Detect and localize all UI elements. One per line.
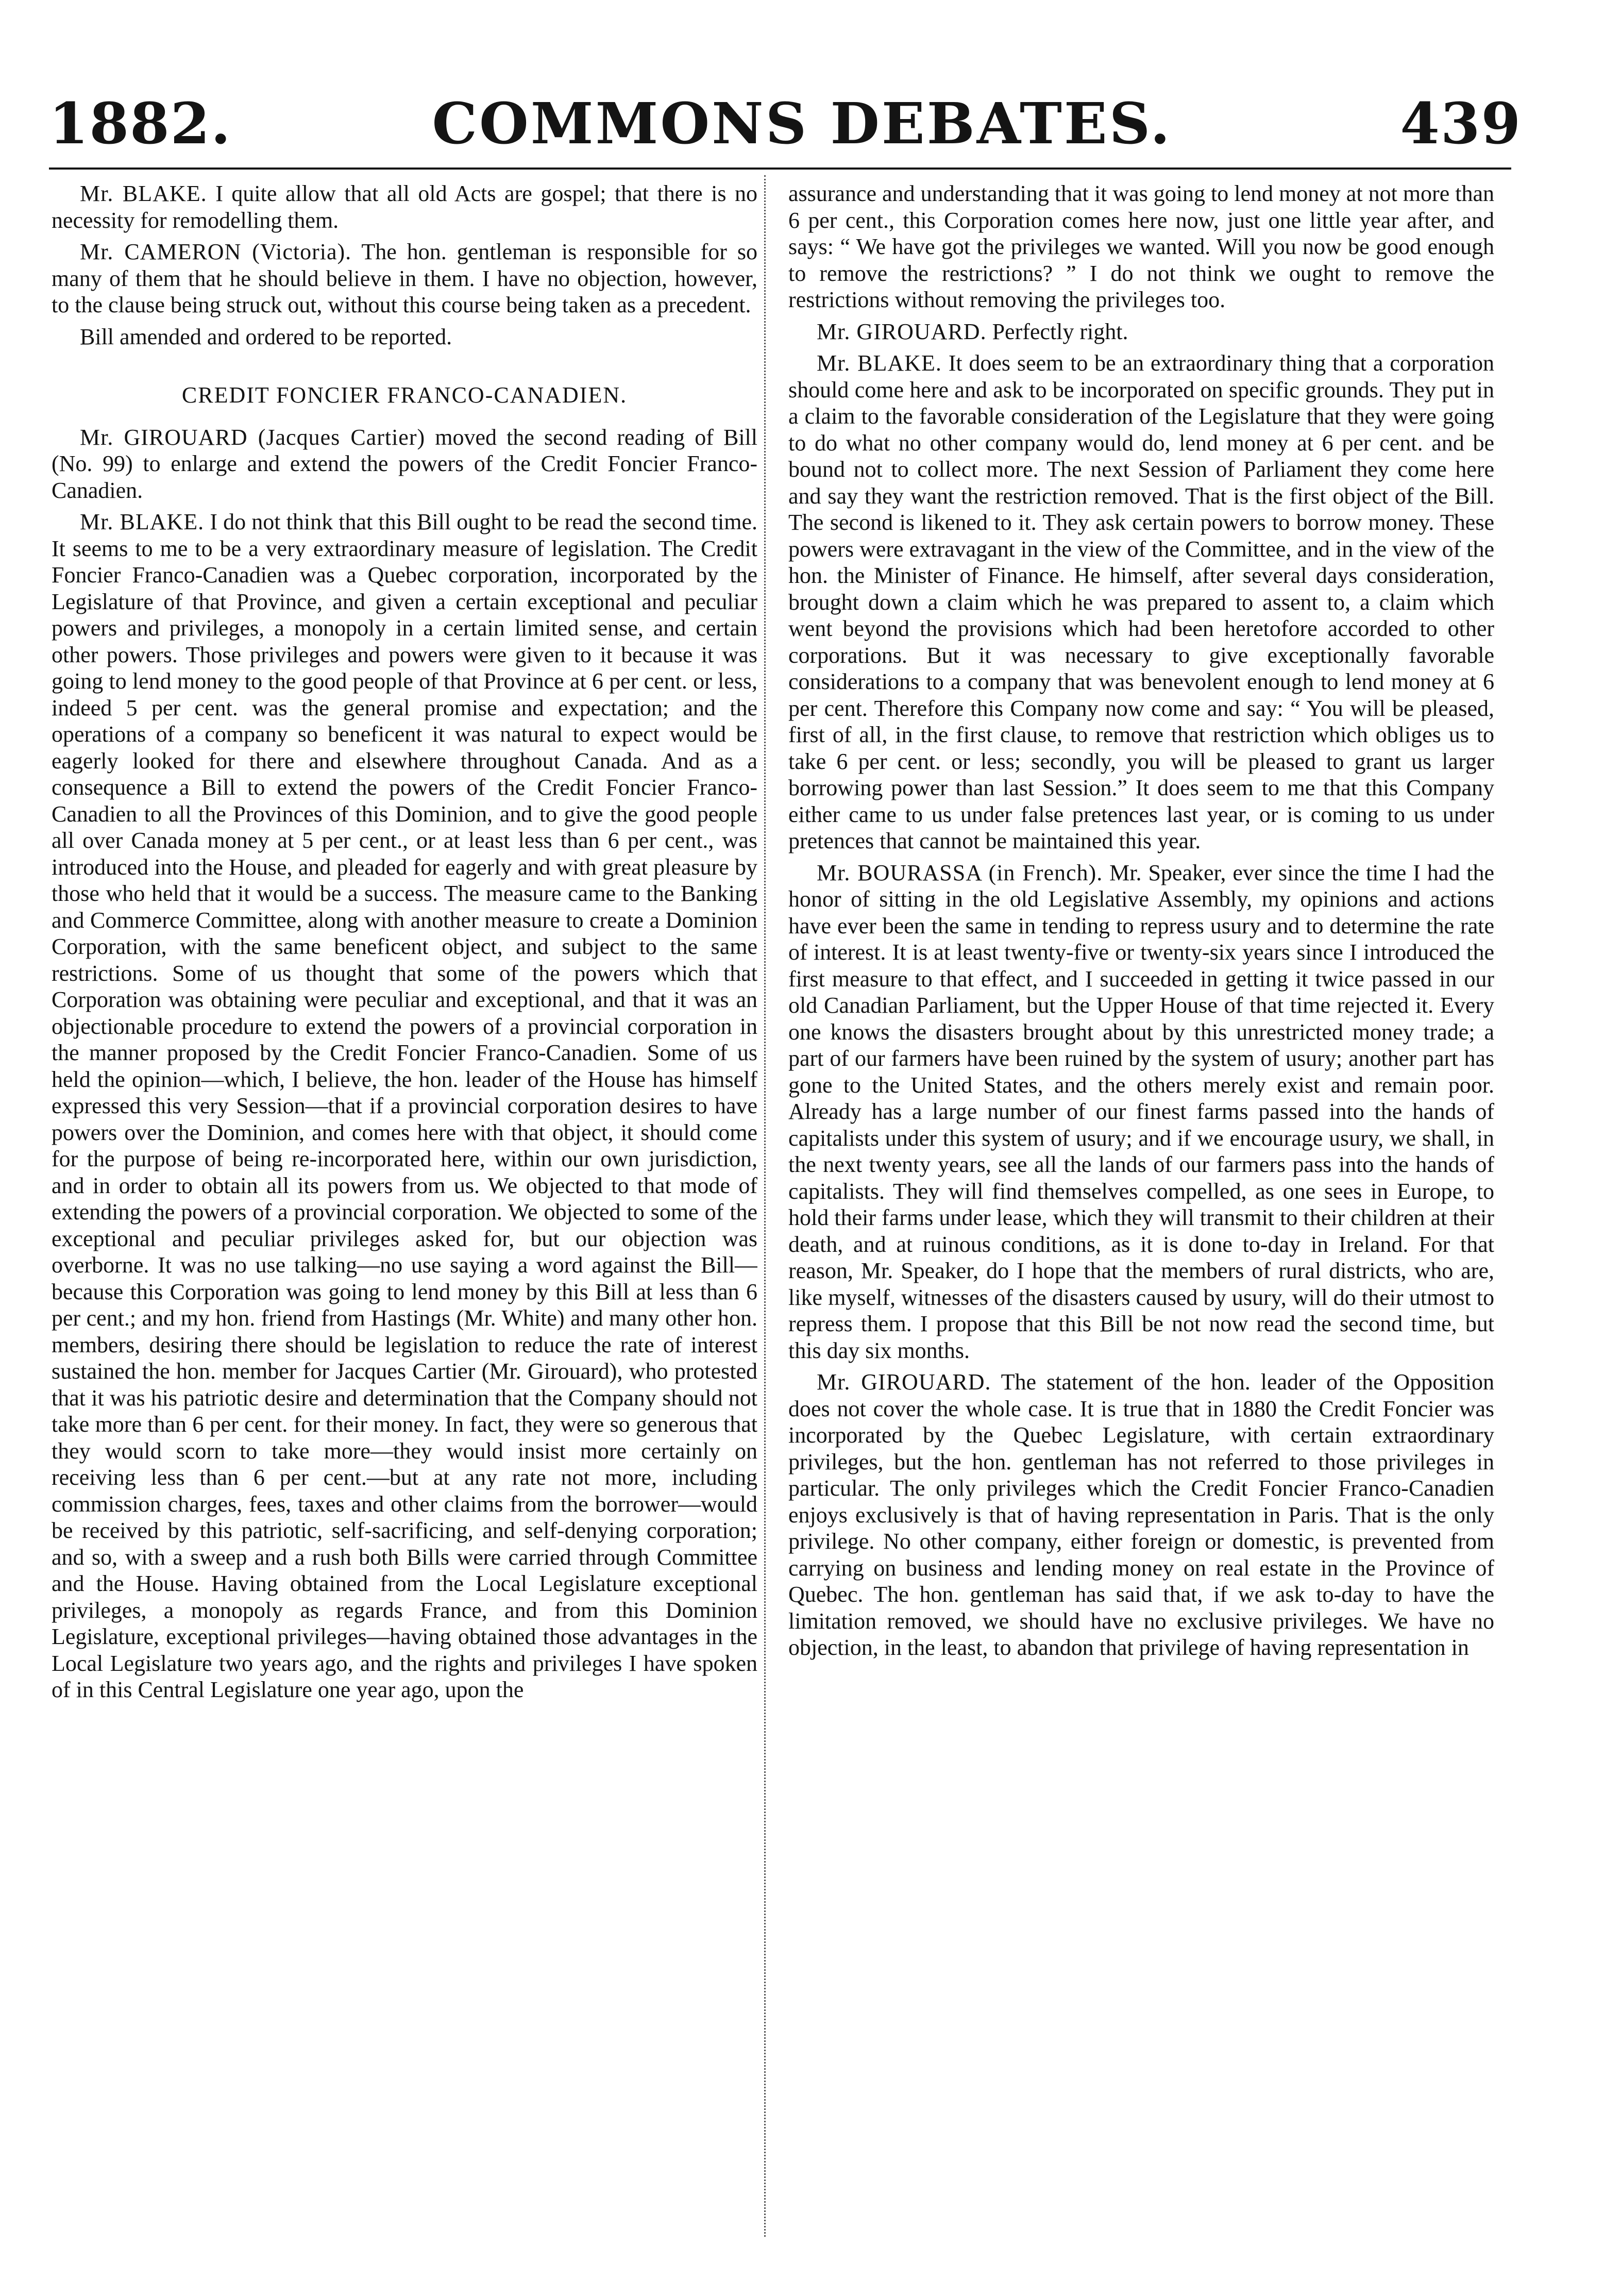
paragraph <box>52 180 757 233</box>
speaker-name: Mr. BLAKE. <box>80 509 205 534</box>
paragraph <box>788 180 1494 313</box>
paragraph-text: Perfectly right. <box>992 319 1128 344</box>
right-column <box>788 180 1494 2226</box>
paragraph-text: I quite allow that all old Acts are gospel; that there is no necessity for remodelling them. <box>52 181 757 233</box>
paragraph-text: The hon. gentleman is responsible for so many of them that he should believe in them. I have no objection, however, to the clause being struck out, without this course being taken as a precedent. <box>52 239 757 317</box>
speaker-name: Mr. CAMERON (Victoria). <box>80 239 352 264</box>
header-title: COMMONS DEBATES. <box>432 90 1172 157</box>
header-rule <box>49 167 1511 170</box>
paragraph-text: I do not think that this Bill ought to be read the second time. It seems to me to be a very extraordinary measure of legislation. The Credit Foncier Franco-Canadien was a Quebec corporation, incorporated by the Legislature of that Province, and given a certain exceptional and peculiar powers and privileges, a monopoly in a certain limited sense, and certain other powers. Those privileges and powers were given to it because it was going to lend money to the good people of that Province at 6 per cent. or less, indeed 5 per cent. was the general promise and expectation; and the operations of a company so beneficent it was natural to expect would be eagerly looked for there and elsewhere throughout Canada. And as a consequence a Bill to extend the powers of the Credit Foncier Franco-Canadien to all the Provinces of this Dominion, and to give the good people all over Canada money at 5 per cent., or at least less than 6 per cent., was introduced into the House, and pleaded for eagerly and with great pleasure by those who held that it would be a success. The measure came to the Banking and Commerce Committee, along with another measure to create a Dominion Corporation, with the same beneficent object, and subject to the same restrictions. Some of us thought that some of the powers which that Corporation was obtaining were peculiar and exceptional, and that it was an objectionable procedure to extend the powers of a provincial corporation in the manner proposed by the Credit Foncier Franco-Canadien. Some of us held the opinion—which, I believe, the hon. leader of the House has himself expressed this very Session—that if a provincial corporation desires to have powers over the Dominion, and comes here with that object, it should come for the purpose of being re-incorporated here, within our own jurisdiction, and in order to obtain all its powers from us. We objected to that mode of extending the powers of a provincial corporation. We objected to some of the exceptional and peculiar privileges asked for, but our objection was overborne. It was no use talking—no use saying a word against the Bill—because this Corporation was going to lend money by this Bill at less than 6 per cent.; and my hon. friend from Hastings (Mr. White) and many other hon. members, desiring there should be legislation to reduce the rate of interest sustained the hon. member for Jacques Cartier (Mr. Girouard), who protested that it was his patriotic desire and determination that the Company should not take more than 6 per cent. for their money. In fact, they were so generous that they would scorn to take more—they would insist more certainly on receiving less than 6 per cent.—but at any rate not more, including commission charges, fees, taxes and other claims from the borrower—would be received by this patriotic, self-sacrificing, and self-denying corporation; and so, with a sweep and a rush both Bills were carried through Committee and the House. Having obtained from the Local Legislature exceptional privileges, a monopoly as regards France, and from this Dominion Legislature, exceptional privileges—having obtained those advantages in the Local Legislature two years ago, and the rights and privileges I have spoken of in this Central Legislature one year ago, upon the <box>52 509 757 1702</box>
paragraph-text: assurance and understanding that it was going to lend money at not more than 6 per cent., this Corporation comes here now, just one little year after, and says: “ We have got the privileges we wanted. Will you now be good enough to remove the restrictions? ” I do not think we ought to remove the restrictions without removing the privileges too. <box>788 181 1494 312</box>
left-column <box>52 180 757 2226</box>
column-divider <box>764 175 767 2237</box>
speaker-name: Mr. BOURASSA (in French). <box>817 860 1103 885</box>
paragraph <box>788 1369 1494 1661</box>
paragraph-text: Mr. Speaker, ever since the time I had the honor of sitting in the old Legislative Assembly, my opinions and actions have ever been the same in tending to repress usury and to determine the rate of interest. It is at least twenty-five or twenty-six years since I introduced the first measure to that effect, and I succeeded in getting it twice passed in our old Canadian Parliament, but the Upper House of that time rejected it. Every one knows the disasters brought about by this unrestricted money trade; a part of our farmers have been ruined by the system of usury; another part has gone to the United States, and the others merely exist and remain poor. Already has a large number of our finest farms passed into the hands of capitalists under this system of usury; and if we encourage usury, we shall, in the next twenty years, see all the lands of our farmers pass into the hands of capitalists. They will find themselves compelled, as one sees in Europe, to hold their farms under lease, which they will transmit to their children at their death, and at ruinous conditions, as it is done to-day in Ireland. For that reason, Mr. Speaker, do I hope that the members of rural districts, who are, like myself, witnesses of the disasters caused by usury, will do their utmost to repress them. I propose that this Bill be not now read the second time, but this day six months. <box>788 860 1494 1363</box>
speaker-name: Mr. GIROUARD. <box>817 1369 991 1395</box>
paragraph-text: moved the second reading of Bill (No. 99) to enlarge and extend the powers of the Credit Foncier Franco-Canadien. <box>52 424 757 503</box>
speaker-name: Mr. BLAKE. <box>80 181 207 206</box>
paragraph-text: Bill amended and ordered to be reported. <box>80 324 452 349</box>
paragraph <box>788 319 1494 345</box>
paragraph <box>52 324 757 350</box>
paragraph <box>788 860 1494 1364</box>
paragraph-text: The statement of the hon. leader of the Opposition does not cover the whole case. It is true that in 1880 the Credit Foncier was incorporated by the Quebec Legislature, with certain extraordinary privileges, but the hon. gentleman has not referred to those privileges in particular. The only privileges which the Credit Foncier Franco-Canadien enjoys exclusively is that of having representation in Paris. That is the only privilege. No other company, either foreign or domestic, is prevented from carrying on business and lending money on real estate in the Province of Quebec. The hon. gentleman has said that, if we ask to-day to have the limitation removed, we should have no exclusive privileges. We have no objection, in the least, to abandon that privilege of having representation in <box>788 1369 1494 1660</box>
header-year: 1882. <box>49 90 232 157</box>
header-page-number: 439 <box>1400 90 1522 157</box>
paragraph <box>52 509 757 1703</box>
paragraph <box>52 239 757 319</box>
speaker-name: Mr. GIROUARD. <box>817 319 987 344</box>
section-heading: CREDIT FONCIER FRANCO-CANADIEN. <box>181 382 628 408</box>
paragraph <box>52 424 757 504</box>
paragraph <box>788 350 1494 854</box>
speaker-name: Mr. BLAKE. <box>817 350 942 376</box>
speaker-name: Mr. GIROUARD (Jacques Cartier) <box>80 424 426 450</box>
paragraph-text: It does seem to be an extraordinary thing that a corporation should come here and ask to be incorporated on specific grounds. They put in a claim to the favorable consideration of the Legislature that they were going to do what no other company would do, lend money at 6 per cent. and be bound not to collect more. The next Session of Parliament they come here and say they want the restriction removed. That is the first object of the Bill. The second is likened to it. They ask certain powers to borrow money. These powers were extravagant in the view of the Committee, and in the view of the hon. the Minister of Finance. He himself, after several days consideration, brought down a claim which he was prepared to assent to, a claim which went beyond the provisions which had been heretofore accorded to other corporations. But it was necessary to give exceptionally favorable considerations to a company that was benevolent enough to lend money at 6 per cent. Therefore this Company now come and say: “ You will be pleased, first of all, in the first clause, to remove that restriction which obliges us to take 6 per cent. or less; secondly, you will be pleased to grant us larger borrowing power than last Session.” It does seem to me that this Company either came to us under false pretences last year, or is coming to us under pretences that cannot be maintained this year. <box>788 350 1494 853</box>
